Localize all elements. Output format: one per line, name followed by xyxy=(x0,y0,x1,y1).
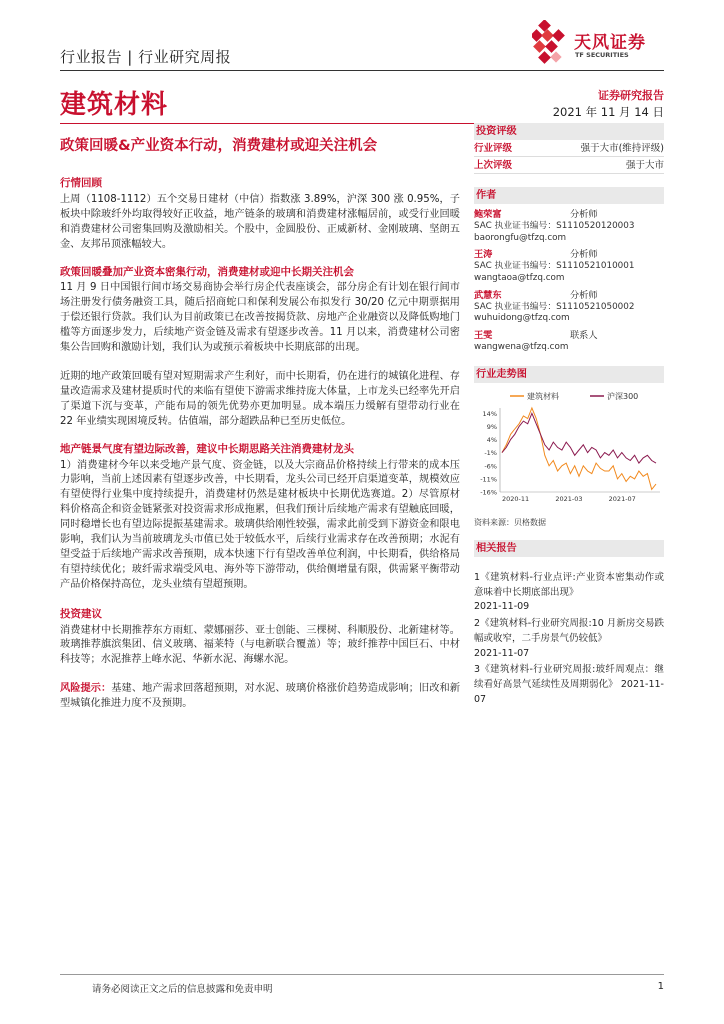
related-title: 相关报告 xyxy=(474,540,664,557)
author-role: 分析师 xyxy=(570,249,598,261)
logo-name: 天风证券 xyxy=(574,33,646,53)
author-entry xyxy=(474,290,664,325)
author-entry xyxy=(474,330,664,354)
author-role: 分析师 xyxy=(570,209,598,220)
y-tick-label: -11% xyxy=(480,475,497,484)
author-sac: SAC 执业证书编号：S1110521010001 xyxy=(474,261,635,272)
page-number: 1 xyxy=(657,981,664,992)
main-column xyxy=(60,176,460,712)
related-item[interactable] xyxy=(474,663,664,707)
section-title: 地产链景气度有望边际改善，建议中长期思路关注消费建材龙头 xyxy=(60,442,354,455)
report-type: 证券研究报告 xyxy=(598,89,664,102)
rating-row-current xyxy=(474,140,664,157)
section-advice xyxy=(60,607,460,669)
author-name: 武慧东 xyxy=(474,289,502,301)
related-list xyxy=(474,571,664,709)
section-body: 近期的地产政策回暖有望对短期需求产生利好，而中长期看，仍在进行的城镇化进程、存量改造需求及建材提质时代的来临有望使下游需求维持庞大体量，上市龙头已经率先开启了渠道下沉与变革，产能布局的领先优势亦更加明显。成本端压力缓解有望带动行业在 22 年业绩实现困境反转。估值端，部分超跌品种已至历史低位。 xyxy=(60,370,460,427)
rating-row-previous xyxy=(474,157,664,174)
legend-label: 建筑材料 xyxy=(527,392,559,401)
section-review xyxy=(60,176,460,253)
y-tick-label: -16% xyxy=(480,488,497,497)
author-role: 分析师 xyxy=(570,289,598,301)
related-title-text[interactable]: 3《建筑材料-行业研究周报:玻纤周观点：继续看好高景气延续性及周期弱化》 xyxy=(474,664,664,690)
x-tick-label: 2021-03 xyxy=(555,495,583,503)
author-entry xyxy=(474,209,664,244)
rating-value: 强于大市(维持评级) xyxy=(580,143,664,154)
related-item[interactable] xyxy=(474,617,664,661)
trend-chart xyxy=(474,388,664,506)
related-item[interactable] xyxy=(474,571,664,615)
report-headline: 政策回暖&产业资本行动，消费建材或迎关注机会 xyxy=(60,138,378,154)
section-risk xyxy=(60,682,460,712)
section-body: 11 月 9 日中国银行间市场交易商协会举行房企代表座谈会，部分房企有计划在银行间市场注册发行债务融资工具，随后招商蛇口和保利发展公布拟发行 30/20 亿元中期票据用于偿还银行贷款。我们认为目前政策已在改善按揭贷款、房地产企业融资以及降低购地门槛等方面逐步发力，后续地产资金链及需求有望逐步改善。11 月以来，消费建材公司密集公告回购和激励计划，我们认为或预示着板块中长期底部的出现。 xyxy=(60,282,460,354)
report-category: 行业报告 | 行业研究周报 xyxy=(60,48,232,66)
risk-label: 风险提示： xyxy=(60,683,112,695)
section-body: 消费建材中长期推荐东方雨虹、蒙娜丽莎、亚士创能、三棵树、科顺股份、北新建材等。玻璃推荐旗滨集团、信义玻璃、福莱特（与电新联合覆盖）等；玻纤推荐中国巨石、中材科技等；水泥推荐上峰水泥、华新水泥、海螺水泥。 xyxy=(60,624,460,666)
author-sac: SAC 执业证书编号：S1110521050002 xyxy=(474,301,635,312)
author-role: 联系人 xyxy=(570,330,598,342)
y-tick-label: 4% xyxy=(486,436,497,444)
rating-panel xyxy=(474,123,664,174)
author-email[interactable]: wangtaoa@tfzq.com xyxy=(474,272,565,283)
series-line-csi300 xyxy=(502,413,656,463)
authors-panel xyxy=(474,187,664,354)
author-email[interactable]: wangwena@tfzq.com xyxy=(474,341,569,352)
related-title-text[interactable]: 2《建筑材料-行业研究周报:10 月新房交易跌幅或收窄，二手房景气仍较低》 xyxy=(474,618,664,644)
x-tick-label: 2021-07 xyxy=(608,495,636,503)
related-date: 2021-11-07 xyxy=(474,678,664,705)
legend-label: 沪深300 xyxy=(607,392,639,401)
section-outlook xyxy=(60,370,460,430)
trend-title: 行业走势图 xyxy=(474,366,664,383)
author-name: 王雯 xyxy=(474,330,493,342)
author-name: 鲍荣富 xyxy=(474,209,502,220)
y-tick-label: -6% xyxy=(484,462,497,471)
sector-title: 建筑材料 xyxy=(60,90,169,120)
risk-body: 基建、地产需求回落超预期，对水泥、玻璃价格涨价趋势造成影响；旧改和新型城镇化推进力度不及预期。 xyxy=(60,683,461,710)
section-body: 1）消费建材今年以来受地产景气度、资金链，以及大宗商品价格持续上行带来的成本压力影响，当前上述因素有望逐步改善，中长期看，龙头公司已经开启渠道变革，规模效应有望使得行业集中度持续提升，消费建材仍然是建材板块中长期优选赛道。2）尽管原材料价格高企和资金链紧张对投资需求形成拖累，但我们预计后续地产需求有望触底回暖，同时稳增长也有望边际提振基建需求。玻璃供给刚性较强，需求此前受到下游资金和限电影响，我们认为当前玻璃龙头市值已处于较低水平，后续行业需求存在改善预期；水泥有望受益于后续地产需求改善预期，成本快速下行有望改善单位利润，中长期看，供给格局有望持续优化；玻纤需求端受风电、海外等下游带动，供给侧增量有限，供需紧平衡带动产品价格保持高位，龙头业绩有望超预期。 xyxy=(60,459,460,590)
related-date: 2021-11-07 xyxy=(474,647,530,659)
section-title: 行情回顾 xyxy=(60,177,102,189)
section-policy xyxy=(60,265,460,356)
related-date: 2021-11-09 xyxy=(474,601,530,613)
author-entry xyxy=(474,249,664,284)
rating-key: 上次评级 xyxy=(474,160,513,171)
footer-rule xyxy=(60,974,664,975)
risk-text xyxy=(60,682,460,712)
header-rule xyxy=(60,70,664,71)
x-tick-label: 2020-11 xyxy=(502,495,530,503)
authors-title: 作者 xyxy=(474,187,664,204)
report-date: 2021 年 11 月 14 日 xyxy=(552,105,664,119)
author-email[interactable]: wuhuidong@tfzq.com xyxy=(474,313,570,324)
author-sac: SAC 执业证书编号：S1110520120003 xyxy=(474,220,635,231)
author-email[interactable]: baorongfu@tfzq.com xyxy=(474,232,567,243)
rating-value: 强于大市 xyxy=(625,160,664,171)
section-title: 投资建议 xyxy=(60,607,102,620)
y-tick-label: 14% xyxy=(482,409,497,418)
y-tick-label: 9% xyxy=(486,422,497,431)
chart-source: 资料来源：贝格数据 xyxy=(474,518,546,527)
y-tick-label: -1% xyxy=(484,449,497,458)
footer-disclaimer: 请务必阅读正文之后的信息披露和免责申明 xyxy=(92,984,273,995)
logo-en: TF SECURITIES xyxy=(575,51,629,59)
related-title-text[interactable]: 1《建筑材料-行业点评:产业资本密集动作或意味着中长期底部出现》 xyxy=(474,572,664,598)
section-title: 政策回暖叠加产业资本密集行动，消费建材或迎中长期关注机会 xyxy=(60,265,354,278)
series-line-building-materials xyxy=(502,408,656,489)
author-name: 王涛 xyxy=(474,249,493,261)
trend-panel xyxy=(474,366,664,383)
rating-title: 投资评级 xyxy=(474,123,664,140)
section-chain xyxy=(60,442,460,593)
rating-key: 行业评级 xyxy=(474,143,513,154)
related-panel xyxy=(474,540,664,557)
section-body: 上周（1108-1112）五个交易日建材（中信）指数涨 3.89%，沪深 300 涨 0.95%，子板块中除玻纤外均取得较好正收益，地产链条的玻璃和消费建材涨幅居前，或受行业回暖和消费建材公司密集回购及激励相关。个股中，金圆股份、正威新材、金刚玻璃、坚朗五金、友邦吊顶涨幅较大。 xyxy=(60,193,460,250)
